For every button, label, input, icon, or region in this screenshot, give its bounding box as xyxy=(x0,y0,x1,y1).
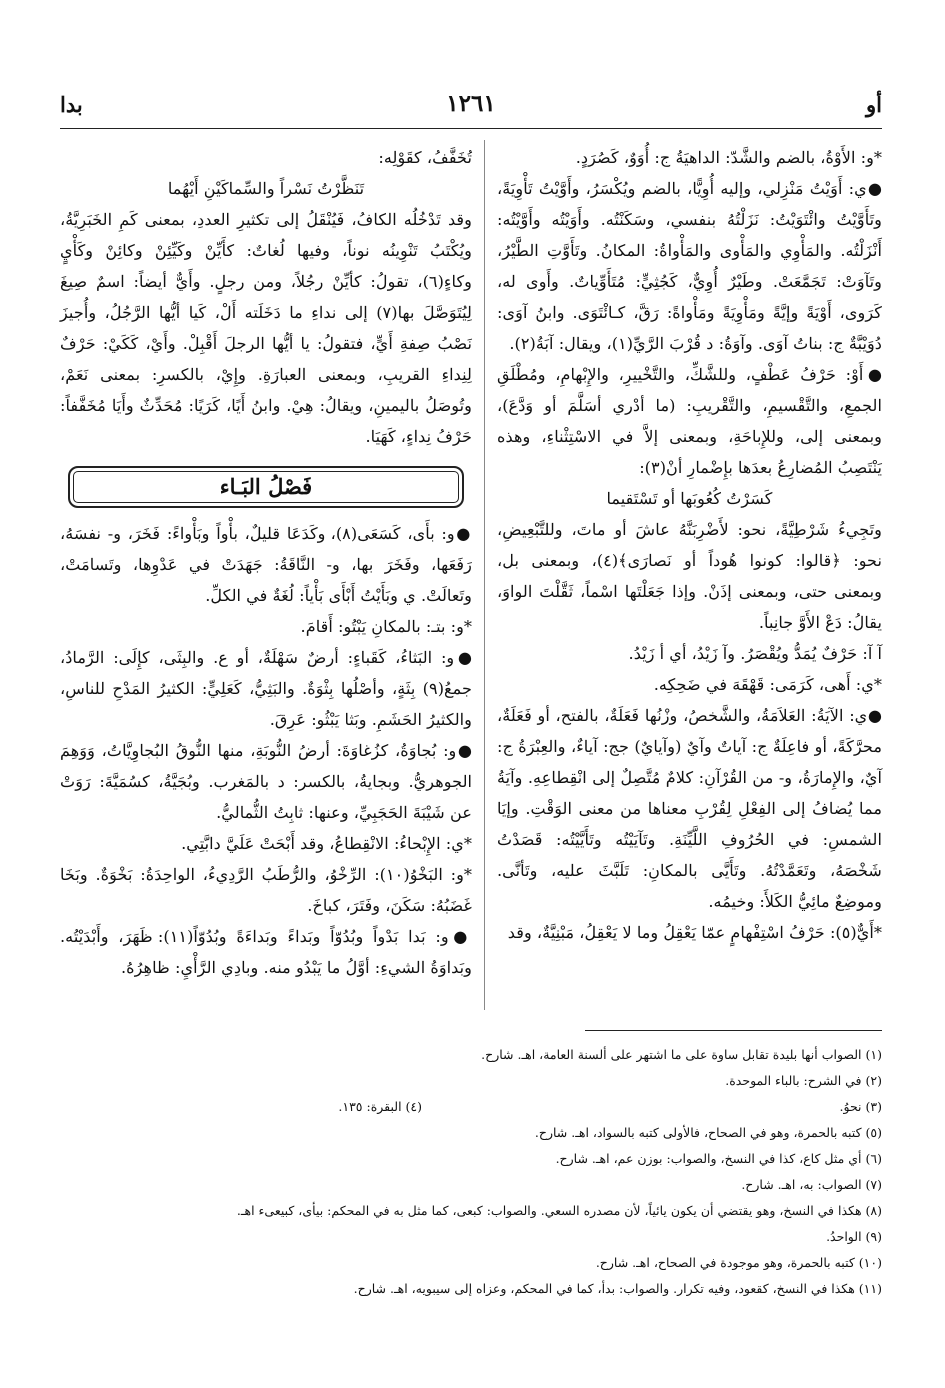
entry: *ي: أَهى، كَرَمَى: قَهْقَهَ في ضَحِكِه. xyxy=(653,675,882,694)
footnote: (٩) الواحدُ. xyxy=(826,1229,882,1244)
entry: ●و: بُجاوَةُ، كزُغاوَةَ: أرضُ النُّوبَةِ، منها النُّوقُ البُجاوِيَّاتُ، وَوَهِمَ الجوهريُّ. وبجايةُ، بالكسر: د بالمَغرب. وبُجَيَّةُ، كسُمَيَّةَ: رَوَتْ عن شَيْبَةَ الحَجَبِيِّ، وعنها: ثابِتُ الثُّماليُّ. xyxy=(60,741,472,822)
left-column xyxy=(60,142,472,983)
entry: ●و: بَدا بَدْواً وبُدُوّاً وبَداءً وبَداءَةً وبُدُوّاً(١١): ظَهَرَ، وأَبْدَيْتُه. وبَداوَةُ الشيءِ: أوَّلُ ما يَبْدُو منه. وبادِي الرَّأْيِ: ظاهِرُهُ. xyxy=(60,927,473,977)
footnote: (٤) البقرة: ١٣٥. xyxy=(338,1099,422,1114)
header-rule xyxy=(60,128,882,129)
entry: وتَجِيءُ شَرْطِيَّةً، نحو: لأَضْرِبَنَّهُ عاشَ أو ماتَ، وللتَّبْعِيضِ، نحو: ﴿قالوا: كونوا هُوداً أو نَصارَى﴾(٤)، وبمعنى بل، وبمعنى حتى، وبمعنى إذَنْ. وإذا جَعَلْتَها اسْماً، ثَقَّلْتَ الواوَ، يقالُ: دَعْ الأَوَّ جانِباً. xyxy=(497,520,883,632)
entry: ●و: البَثاءُ، كَقَباءٍ: أرضٌ سَهْلَةٌ، أو ع. والبِثَى، كإِلَى: الرَّمادُ، جمعُ(٩) بِثَةٍ، وأصْلُها بِثْوَةٌ. والبَثِيُّ، كَعَلِيٍّ: الكثيرُ المَدْحِ للناسِ، والكثيرُ الحَشَمِ. وبَثا يَبْثُو: عَرِقَ. xyxy=(60,648,472,729)
entry: ●ي: الآيَةُ: العَلاَمَةُ، والشَّخصُ، وزْنُها فَعَلَةٌ، بالفتح، أو فَعَلَةٌ، محرَّكَةً، أو فاعِلَةٌ ج: آياتٌ وآيٌ (وآيايٌ) جج: آياءٌ، والعِبْرَةُ ج: آيٌ، والإِمارَةُ، و- من القُرْآنِ: كلامٌ مُتَّصِلٌ إلى انْقِطاعِهِ. وآيَةُ مما يُضافُ إلى الفِعْلِ لِقُرْبِ معناها من معنى الوَقْتِ. وإيَا الشمسِ: في الحُرُوفِ اللَّيِّنَةِ. وتَآيَيْتُه وتَأَيَّيْتُه: قَصَدْتُ شَخْصَهُ، وتَعَمَّدْتُهُ. وتَأَيَّى بالمكانِ: تَلَبَّثَ عليه، وتَأنَّى. وموضِعٌ مائِيُّ الكَلأَ: وخيمُه. xyxy=(497,706,882,911)
entry: *أَيٌّ(٥): حَرْفُ اسْتِفْهامٍ عمّا يَعْقِلُ وما لا يَعْقِلُ، مَبْنِيَّةٌ، وقد xyxy=(507,923,882,942)
entry: *ي: الإِبْحاءُ: الانْقِطاعُ، وقد أَبْحَتْ عَلَيَّ دابَّتِي. xyxy=(181,834,472,853)
page-header xyxy=(60,92,882,124)
entry: ●و: بأَى، كَسَعَى(٨)، وكَدَعَا قليلٌ، بأْواً وبَأْواءً: فَخَرَ، و- نفسَهُ، رَفَعَها، وفَخَرَ بها، و- النَّاقَةُ: جَهَدَتْ في عَدْوِها، وتَسامَتْ، وتَعالَتْ. ي وبَأَيْتُ أَبْأَى بَأْياً: لُغَةٌ في الكلِّ. xyxy=(60,524,472,605)
footnote: (٢) في الشرح: بالباء الموحدة. xyxy=(725,1073,882,1088)
verse-line: تَنَظَّرْتُ نَسْراً والسِّماكَيْنِ أَيْهُما xyxy=(167,179,365,198)
page-number: ١٢٦١ xyxy=(446,90,496,117)
section-title: فَصْلُ البَـاء xyxy=(68,466,464,508)
entry: تُخَفَّفُ، كقَوْلِه: xyxy=(378,148,472,167)
entry: ●أَوْ: حَرْفُ عَطْفٍ، وللشَّكِّ، والتَّخْييرِ، والإِبْهامِ، ومُطْلَقِ الجمعِ، والتَّقْسيمِ، والتَّقْريبِ: (ما أدْري أسَلَّمَ أو وَدَّعَ)، وبمعنى إلى، وللإِباحَةِ، وبمعنى إلاَّ في الاسْتِثْناءِ، وهذه يَنْتَصِبُ المُضارِعُ بعدَها بإِضْمارِ أنْ(٣): xyxy=(497,365,882,477)
entry: ●ي: أَوَيْتُ مَنْزِلي، وإليه أُوِيًّا، بالضم ويُكْسَرُ، وأَوَّيْتُ تَأْوِيَةً، وتَأَوَّيْتُ وائْتَوَيْتُ: نَزَلْتُهُ بنفسي، وسَكَنْتُه. وأَوَيْتُه وأَوَّيْتُه: أَنْزَلْتُه. والمَأْوِي والمَأْوى والمَأْواةُ: المكانُ. وتَأَوَّتِ الطَّيْرُ، وتَآوَتْ: تَجَمَّعَتْ. وطَيْرٌ أُوِيٌّ، كَجُثِيٍّ: مُتَأَوِّياتٌ. وأَوى له، كَرَوى، أَوْيَةً وإيَّةً ومَأْوِيَةً ومَأْواةً: رَقَّ، كـائْتَوَى. وابنُ آوَى: دُوَيْبَّةٌ ج: بناتُ آوَى. وآوَةُ: د قُرْبَ الرَّيِّ(١)، ويقال: آبَةُ(٢). xyxy=(497,179,882,353)
footnote: (٥) كتبه بالحمرة، وهو في الصحاح، فالأولى كتبه بالسواد، اهـ. شارح. xyxy=(534,1125,882,1140)
entry: *و: بتـ: بالمكانِ يَبْتُو: أَقامَ. xyxy=(300,617,472,636)
footnote: (٧) الصواب: به، اهـ. شارح. xyxy=(741,1177,882,1192)
entry: *و: البَخْوُ(١٠): الرِّخْوُ، والرُّطَبُ الرَّدِيءُ، الواحِدَةُ: بَخْوَةٌ. وبَخَا غَضَبُهُ: سَكَنَ، وفَتَرَ، كباخَ. xyxy=(60,865,472,915)
footnote: (٣) نحوُ. xyxy=(839,1099,882,1114)
footnote: (٦) أي مثل كاع، كذا في النسخ، والصواب: بوزن عم، اهـ. شارح. xyxy=(555,1151,882,1166)
column-divider xyxy=(484,140,485,1010)
footnote-row xyxy=(60,1094,882,1120)
footnote: (٨) هكذا في النسخ، وهو يقتضي أن يكون يائياً، لأن مصدره السعي. والصواب: كبعى، كما مثل به في المحكم: بيأى، كبيعىء اهـ. xyxy=(236,1203,882,1218)
verse-line: كَسَرْتُ كُعُوبَها أو تَسْتَقيما xyxy=(606,489,773,508)
footnote: (١١) هكذا في النسخ، كقعود، وفيه تكرار. والصواب: بدأ، كما في المحكم، وعزاه إلى سيبويه، اهـ. شارح. xyxy=(353,1281,882,1296)
footnote: (١٠) كتبه بالحمرة، وهو موجودة في الصحاح، اهـ. شارح. xyxy=(595,1255,882,1270)
entry: *و: الأَوْةُ، بالضم والشَّدّ: الداهيَةُ ج: أُوَوٌ، كَصُرَدٍ. xyxy=(575,148,882,167)
footnote: (١) الصواب أنها بليدة تقابل ساوة على ما اشتهر على ألسنة العامة، اهـ. شارح. xyxy=(481,1047,882,1062)
entry: وقد تَدْخُلُه الكافُ، فَيُنْقَلُ إلى تكثيرِ العددِ، بمعنى كَمِ الخَبَرِيَّةُ، ويُكْتَبُ تَنْوِينُه نوناً، وفيها لُغاتٌ: كأَيِّنْ وكَيِّئِنْ وكائِنْ وكَأْيٍ وكاءٍ(٦)، تقولُ: كأيِّنْ رجُلاً، ومن رجلٍ. وأَيٌّ أيضاً: اسمٌ صِيغَ لِيُتَوَصَّلَ بها(٧) إلى نداءِ ما دَخَلَته أَلْ، كَيا أيُّها الرَّجُلُ، وأُجيزَ نَصْبُ صِفةِ أَيٍّ، فتقولُ: يا أيُّها الرجلَ أَقْبِلْ. وأَيْ، كَكَيْ: حَرْفٌ لِنِداءِ القريبِ، وبمعنى العبارَةِ. وإِيْ، بالكسرِ: بمعنى نَعَمْ، وتُوصَلُ باليمينِ، ويقالُ: هِيْ. وابنُ أَيًا، كَرَيًا: مُحَدِّثٌ وأَيَا مُخَفَّفاً: حَرْفُ نِداءٍ، كَهَيَا. xyxy=(60,210,472,446)
footnote-rule xyxy=(585,1030,882,1031)
entry: آ آ: حَرْفٌ يُمَدُّ ويُقْصَرُ. وآ زَيْدُ، أي أ زَيْدُ. xyxy=(628,644,882,663)
footnotes xyxy=(60,1042,882,1302)
right-column xyxy=(497,142,882,948)
running-head-right: أو xyxy=(866,92,882,117)
running-head-left: بدا xyxy=(60,92,83,117)
